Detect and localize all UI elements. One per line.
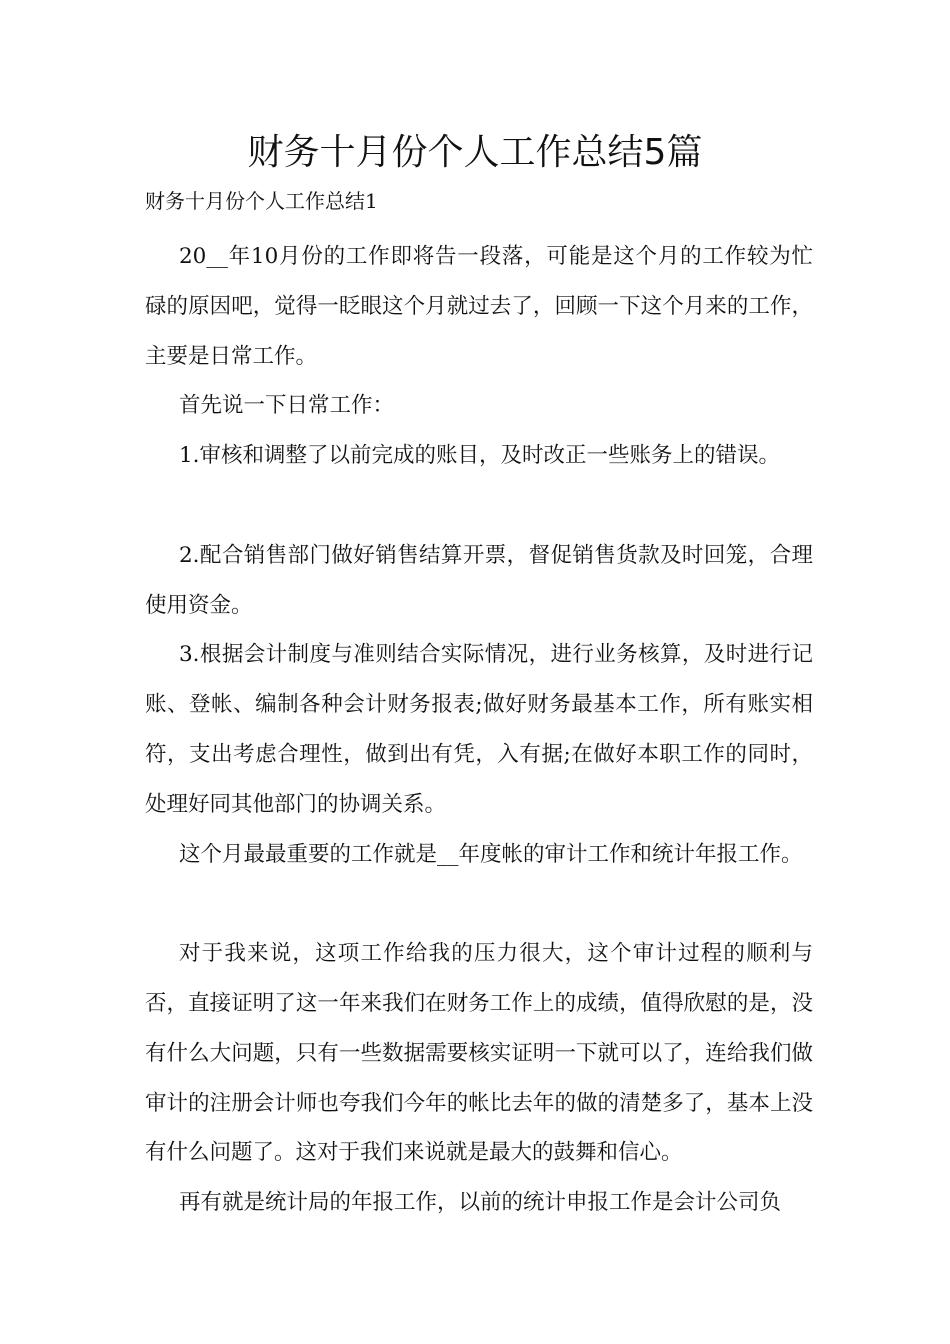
- document-body: [145, 232, 813, 1228]
- paragraph-item-2: 2.配合销售部门做好销售结算开票，督促销售货款及时回笼，合理使用资金。: [145, 542, 813, 618]
- paragraph-audit-reflection: 对于我来说，这项工作给我的压力很大，这个审计过程的顺利与否，直接证明了这一年来我们在财务工作上的成绩，值得欣慰的是，没有什么大问题，只有一些数据需要核实证明一下就可以了，连给我们做审计的注册会计师也夸我们今年的帐比去年的做的清楚多了，基本上没有什么问题了。这对于我们来说就是最大的鼓舞和信心。: [145, 941, 813, 1166]
- paragraph-daily-work-heading: 首先说一下日常工作：: [179, 393, 395, 419]
- section-heading: 财务十月份个人工作总结1: [145, 189, 378, 213]
- paragraph-intro: 20__年10月份的工作即将告一段落，可能是这个月的工作较为忙碌的原因吧，觉得一眨眼这个月就过去了，回顾一下这个月来的工作，主要是日常工作。: [145, 244, 813, 369]
- paragraph-audit-work: 这个月最最重要的工作就是__年度帐的审计工作和统计年报工作。: [179, 841, 803, 867]
- blank-line: [145, 481, 813, 531]
- paragraph-statistics-report: 再有就是统计局的年报工作，以前的统计申报工作是会计公司负: [179, 1190, 782, 1216]
- blank-line: [145, 879, 813, 929]
- document-title: 财务十月份个人工作总结5篇: [247, 132, 703, 173]
- paragraph-item-3: 3.根据会计制度与准则结合实际情况，进行业务核算，及时进行记账、登帐、编制各种会计财务报表;做好财务最基本工作，所有账实相符，支出考虑合理性，做到出有凭，入有据;在做好本职工作的同时，处理好同其他部门的协调关系。: [145, 642, 813, 817]
- paragraph-item-1: 1.审核和调整了以前完成的账目，及时改正一些账务上的错误。: [179, 443, 781, 469]
